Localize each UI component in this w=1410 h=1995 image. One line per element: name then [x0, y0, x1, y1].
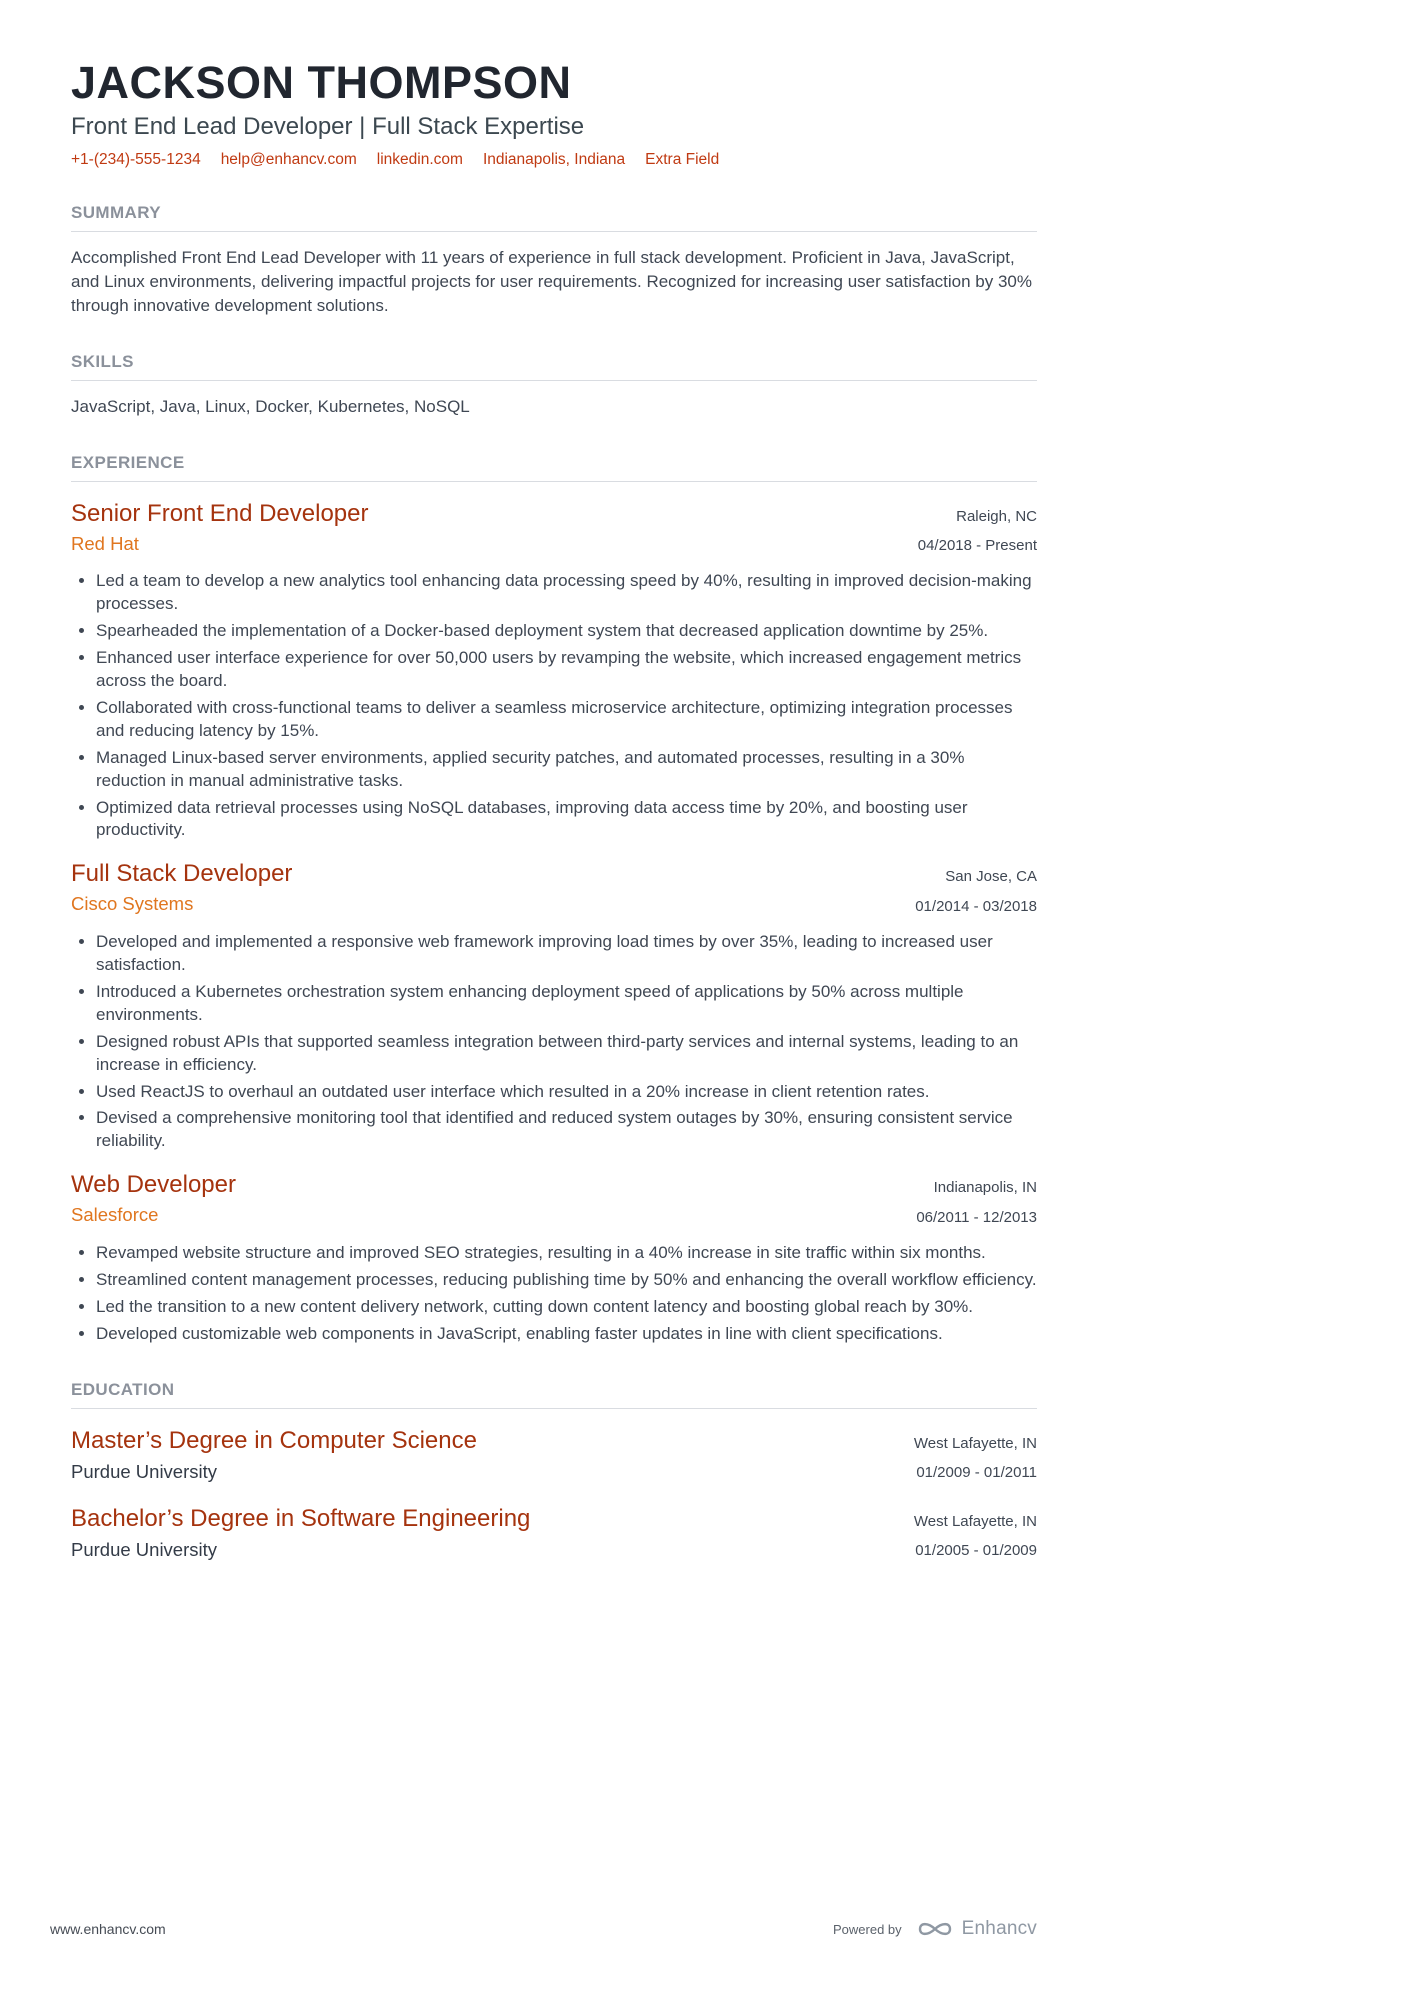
skills-section-title: SKILLS: [71, 352, 1037, 381]
contact-row: [71, 151, 1037, 169]
job-dates: 06/2011 - 12/2013: [916, 1208, 1037, 1226]
section-skills: [71, 352, 1037, 419]
headline: Front End Lead Developer | Full Stack Expertise: [71, 113, 585, 141]
powered-by-block: [833, 1918, 1037, 1940]
experience-entry-meta: [916, 1170, 1037, 1232]
bullet-item: • Introduced a Kubernetes orchestration system enhancing deployment speed of applications by 50% across multiple environments.: [96, 981, 1037, 1027]
bullet-item: • Designed robust APIs that supported seamless integration between third-party services and internal systems, leading to an increase in efficiency.: [96, 1031, 1037, 1077]
school-location: West Lafayette, IN: [913, 1434, 1037, 1452]
contact-item[interactable]: linkedin.com: [376, 151, 463, 169]
job-location: Indianapolis, IN: [933, 1179, 1037, 1197]
job-dates: 01/2014 - 03/2018: [915, 897, 1037, 915]
bullet-item: • Streamlined content management processes, reducing publishing time by 50% and enhancing the overall workflow efficiency.: [96, 1269, 1037, 1292]
bullet-item: • Spearheaded the implementation of a Docker-based deployment system that decreased application downtime by 25%.: [96, 620, 1037, 643]
education-section-title: EDUCATION: [71, 1380, 1037, 1409]
company-name: Salesforce: [71, 1204, 159, 1226]
experience-entry: [71, 499, 1037, 843]
education-dates: 01/2009 - 01/2011: [916, 1463, 1037, 1481]
education-entry: [71, 1426, 1037, 1488]
bullet-list: [71, 1242, 1037, 1346]
section-education: [71, 1380, 1037, 1566]
bullet-item: • Revamped website structure and improved SEO strategies, resulting in a 40% increase in site traffic within six months.: [96, 1242, 1037, 1265]
education-entry-titles: [71, 1504, 530, 1561]
experience-entry-header: [71, 859, 1037, 921]
bullet-item: • Developed and implemented a responsive web framework improving load times by over 35%, leading to increased user satisfaction.: [96, 931, 1037, 977]
experience-entry-titles: [71, 499, 369, 555]
education-entry-meta: [914, 1426, 1037, 1488]
bullet-list: [71, 570, 1037, 842]
experience-entry-header: [71, 499, 1037, 561]
job-dates: 04/2018 - Present: [917, 536, 1037, 554]
page-footer: [50, 1918, 1037, 1940]
bullet-item: • Optimized data retrieval processes using NoSQL databases, improving data access time by 20%, and boosting user productivity.: [96, 797, 1037, 843]
job-title: Full Stack Developer: [71, 860, 293, 888]
candidate-name: JACKSON THOMPSON: [71, 57, 572, 108]
website-link[interactable]: www.enhancv.com: [50, 1921, 166, 1937]
experience-section-title: EXPERIENCE: [71, 453, 1037, 482]
experience-entry: [71, 1170, 1037, 1345]
education-entry: [71, 1504, 1037, 1566]
bullet-item: • Led a team to develop a new analytics tool enhancing data processing speed by 40%, resulting in improved decision-making processes.: [96, 570, 1037, 616]
experience-entry-titles: [71, 859, 292, 915]
contact-item[interactable]: help@enhancv.com: [220, 151, 357, 169]
contact-item[interactable]: Extra Field: [645, 151, 720, 169]
education-entry-header: [71, 1426, 1037, 1488]
company-name: Red Hat: [71, 532, 139, 554]
school-name: Purdue University: [71, 1539, 218, 1561]
enhancv-logo-icon: [917, 1918, 953, 1940]
experience-entry-titles: [71, 1170, 236, 1226]
job-location: San Jose, CA: [945, 868, 1037, 886]
summary-text: Accomplished Front End Lead Developer with 11 years of experience in full stack development. Proficient in Java, JavaScript, and Linux environments, delivering impactful projects for user requirements. Recognized for increasing user satisfaction by 30% through innovative development solutions.: [71, 248, 1032, 315]
skills-list: JavaScript, Java, Linux, Docker, Kubernetes, NoSQL: [71, 396, 470, 416]
school-location: West Lafayette, IN: [913, 1513, 1037, 1531]
experience-entry: [71, 859, 1037, 1153]
bullet-item: • Collaborated with cross-functional teams to deliver a seamless microservice architecture, optimizing integration processes and reducing latency by 15%.: [96, 697, 1037, 743]
education-entry-header: [71, 1504, 1037, 1566]
job-title: Senior Front End Developer: [71, 499, 369, 527]
section-experience: [71, 453, 1037, 1346]
bullet-item: • Used ReactJS to overhaul an outdated user interface which resulted in a 20% increase in client retention rates.: [96, 1081, 1037, 1104]
company-name: Cisco Systems: [71, 893, 194, 915]
bullet-item: • Devised a comprehensive monitoring tool that identified and reduced system outages by 30%, ensuring consistent service reliability.: [96, 1107, 1037, 1153]
section-summary: [71, 203, 1037, 317]
school-name: Purdue University: [71, 1460, 218, 1482]
job-title: Web Developer: [71, 1171, 236, 1199]
bullet-item: • Led the transition to a new content delivery network, cutting down content latency and boosting global reach by 30%.: [96, 1296, 1037, 1319]
resume-header: [71, 58, 1037, 169]
bullet-item: • Developed customizable web components in JavaScript, enabling faster updates in line with client specifications.: [96, 1323, 1037, 1346]
experience-entry-meta: [918, 499, 1037, 561]
experience-entry-header: [71, 1170, 1037, 1232]
bullet-list: [71, 931, 1037, 1153]
bullet-item: • Enhanced user interface experience for over 50,000 users by revamping the website, which increased engagement metrics across the board.: [96, 647, 1037, 693]
experience-entry-meta: [915, 859, 1037, 921]
degree-title: Master’s Degree in Computer Science: [71, 1426, 477, 1454]
education-entry-titles: [71, 1426, 477, 1483]
summary-section-title: SUMMARY: [71, 203, 1037, 232]
contact-item[interactable]: +1-(234)-555-1234: [71, 151, 201, 169]
job-location: Raleigh, NC: [956, 507, 1037, 525]
education-entry-meta: [914, 1504, 1037, 1566]
degree-title: Bachelor’s Degree in Software Engineering: [71, 1505, 531, 1533]
education-dates: 01/2005 - 01/2009: [915, 1542, 1037, 1560]
brand-name: Enhancv: [961, 1918, 1037, 1939]
powered-by-label: Powered by: [833, 1921, 902, 1937]
contact-item: Indianapolis, Indiana: [482, 151, 626, 169]
bullet-item: • Managed Linux-based server environments, applied security patches, and automated processes, resulting in a 30% reduction in manual administrative tasks.: [96, 747, 1037, 793]
